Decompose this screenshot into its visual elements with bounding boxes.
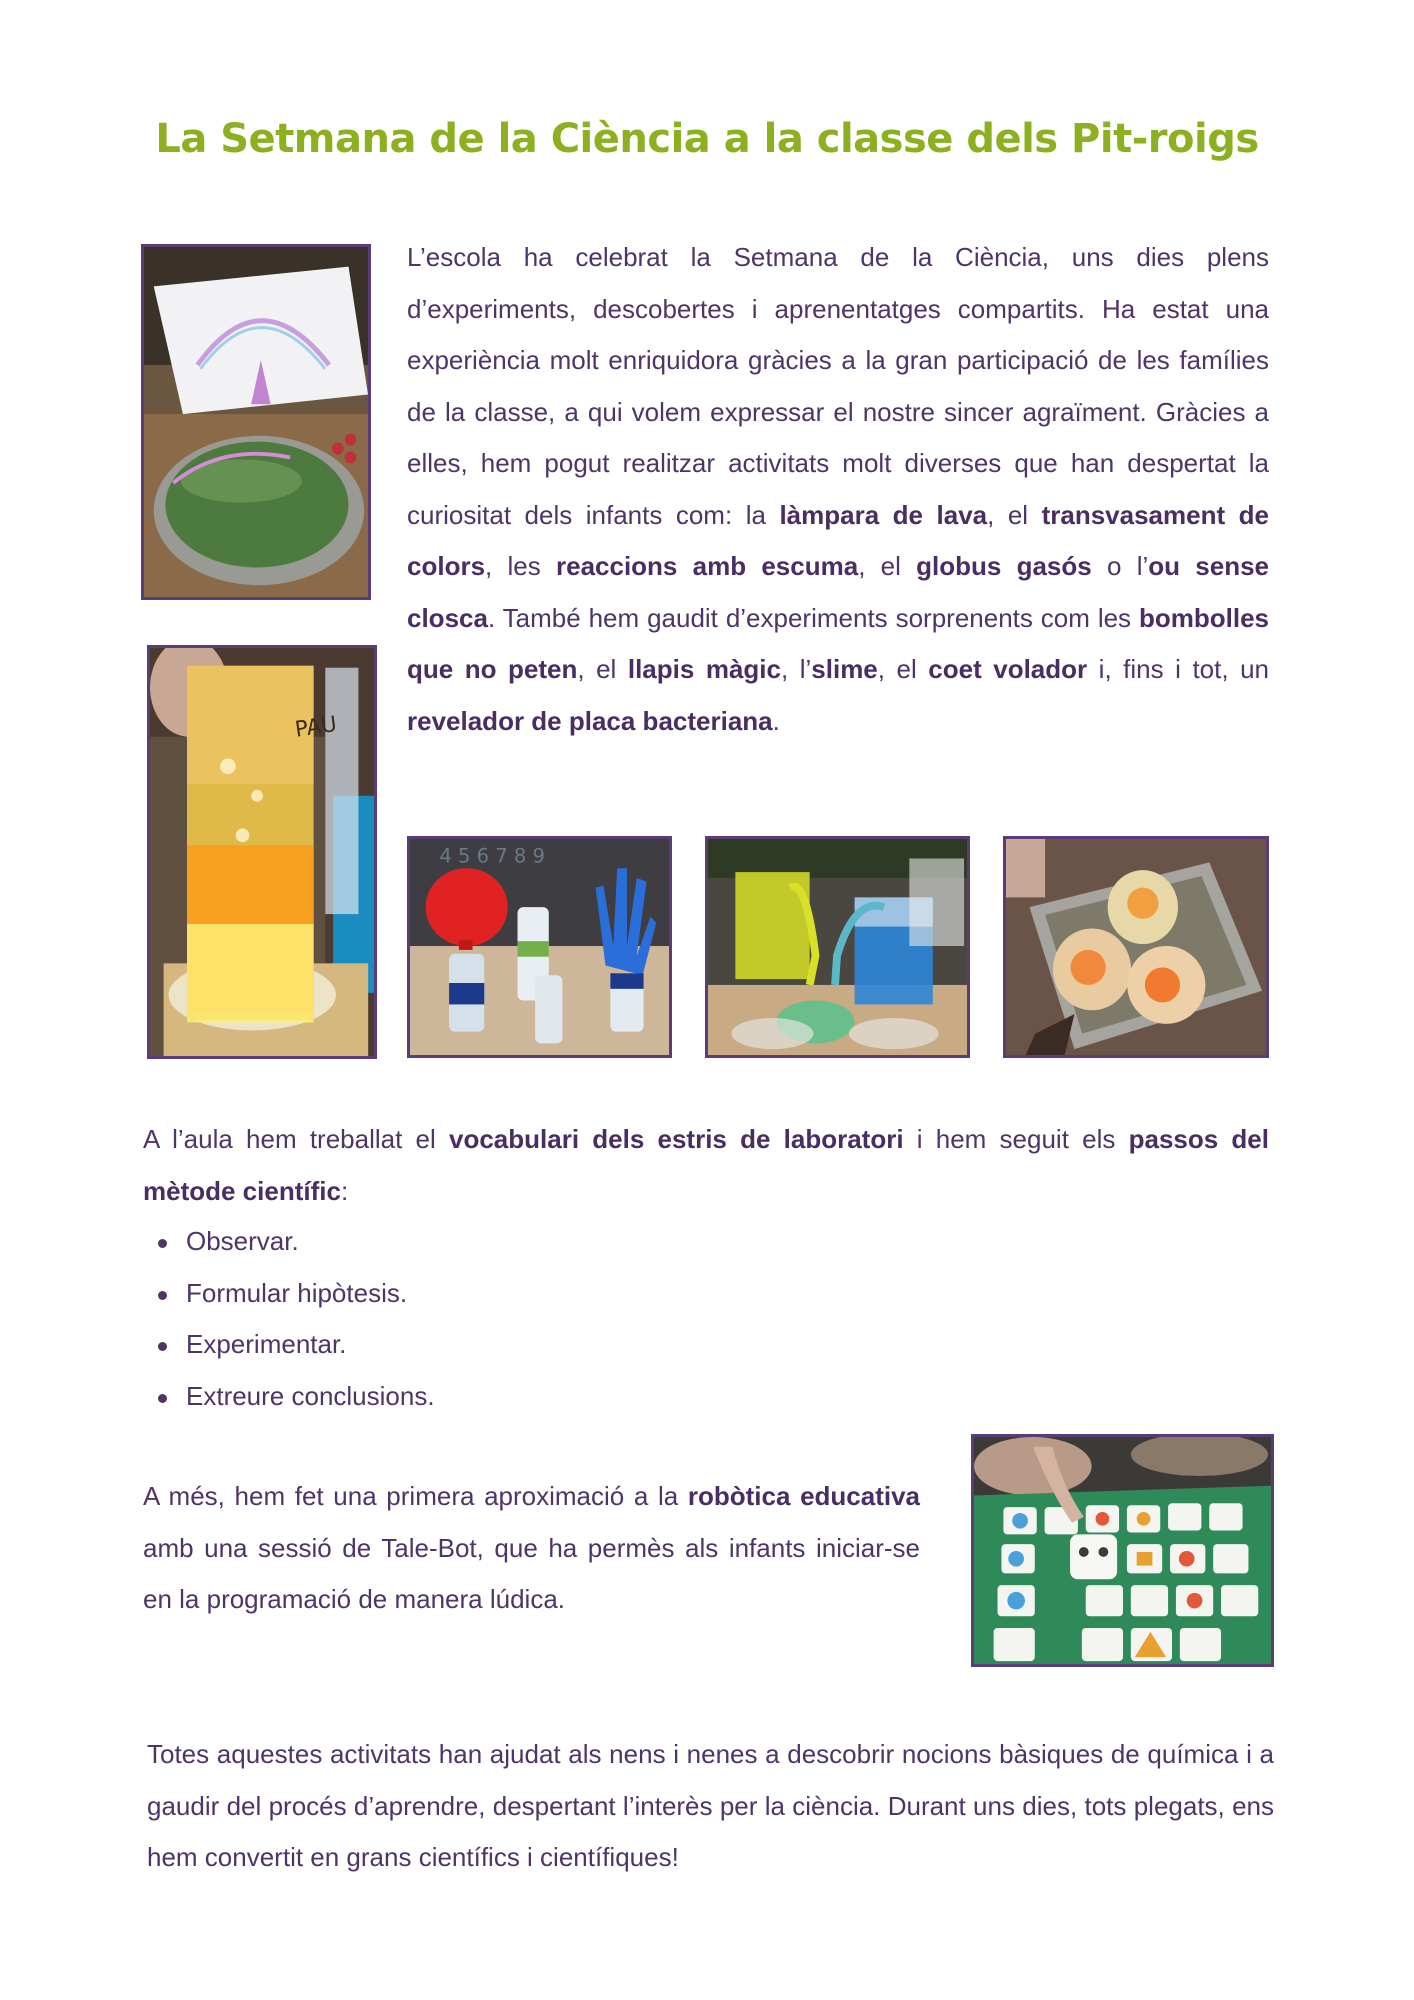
text-run: A l’aula hem treballat el [143,1124,449,1154]
text-run: i, fins i tot, un [1087,654,1270,684]
highlighted-term: passos del mètode científic [143,1124,1269,1206]
text-run: , el [858,551,917,581]
text-run: . També hem gaudit d’experiments sorprenents com les [487,602,1139,633]
method-step: Experimentar. [143,1319,435,1371]
highlighted-term: reaccions amb escuma [555,551,859,581]
scientific-method-steps [143,1216,435,1422]
robotics-paragraph [143,1471,920,1626]
text-run: , el [577,654,628,684]
lab-paragraph [143,1114,1269,1217]
photo-shell-less-eggs [1003,836,1269,1058]
text-run: amb una sessió de Tale-Bot, que ha permès als infants iniciar-se en la programació de manera lúdica. [143,1532,920,1614]
cylinder-label: PAU [293,711,339,743]
text-run: , l’ [780,654,812,684]
highlighted-term: revelador de placa bacteriana [407,705,773,736]
text-run: o l’ [1091,551,1149,581]
intro-paragraph [407,232,1269,747]
closing-paragraph: Totes aquestes activitats han ajudat als nens i nenes a descobrir nocions bàsiques de química i a gaudir del procés d’aprendre, despertant l’interès per la ciència. Durant uns dies, tots plegats, ens hem convertit en grans científics i científiques! [147,1739,1274,1872]
photo-tale-bot-board [971,1434,1274,1667]
text-run: , el [987,499,1042,530]
bottle-digits: 4 5 6 7 8 9 [439,844,545,868]
highlighted-term: coet volador [928,654,1088,684]
page-title: La Setmana de la Ciència a la classe dels Pit-roigs [155,116,1259,162]
text-run: A més, hem fet una primera aproximació a la [143,1481,688,1511]
highlighted-term: transvasament de colors [407,499,1269,581]
method-step: Observar. [143,1216,435,1268]
highlighted-term: llapis màgic [627,654,781,684]
text-run: . [772,705,780,736]
photo-balloon-gloves [407,836,672,1058]
photo-color-transfer [705,836,970,1058]
text-run: : [340,1175,349,1206]
highlighted-term: bombolles que no peten [407,602,1269,684]
text-run: , el [877,654,929,684]
highlighted-term: ou sense closca [407,551,1269,633]
highlighted-term: làmpara de lava [779,499,988,530]
text-run: i hem seguit els [903,1124,1129,1154]
photo-lava-lamp [147,645,377,1059]
highlighted-term: robòtica educativa [687,1481,921,1511]
highlighted-term: slime [811,654,878,684]
method-step: Formular hipòtesis. [143,1268,435,1320]
text-run: , les [485,551,556,581]
photo-bubble-experiment [141,244,371,600]
highlighted-term: globus gasós [916,551,1092,581]
text-run: L’escola ha celebrat la Setmana de la Ciència, uns dies plens d’experiments, descobertes i aprenentatges compartits. Ha estat una experiència molt enriquidora gràcies a la gran participació de les famílies de la classe, a qui volem expressar el nostre sincer agraïment. Gràcies a elles, hem pogut realitzar activitats molt diverses que han despertat la curiositat dels infants com: la [407,242,1269,530]
highlighted-term: vocabulari dels estris de laboratori [449,1124,904,1154]
method-step: Extreure conclusions. [143,1371,435,1423]
